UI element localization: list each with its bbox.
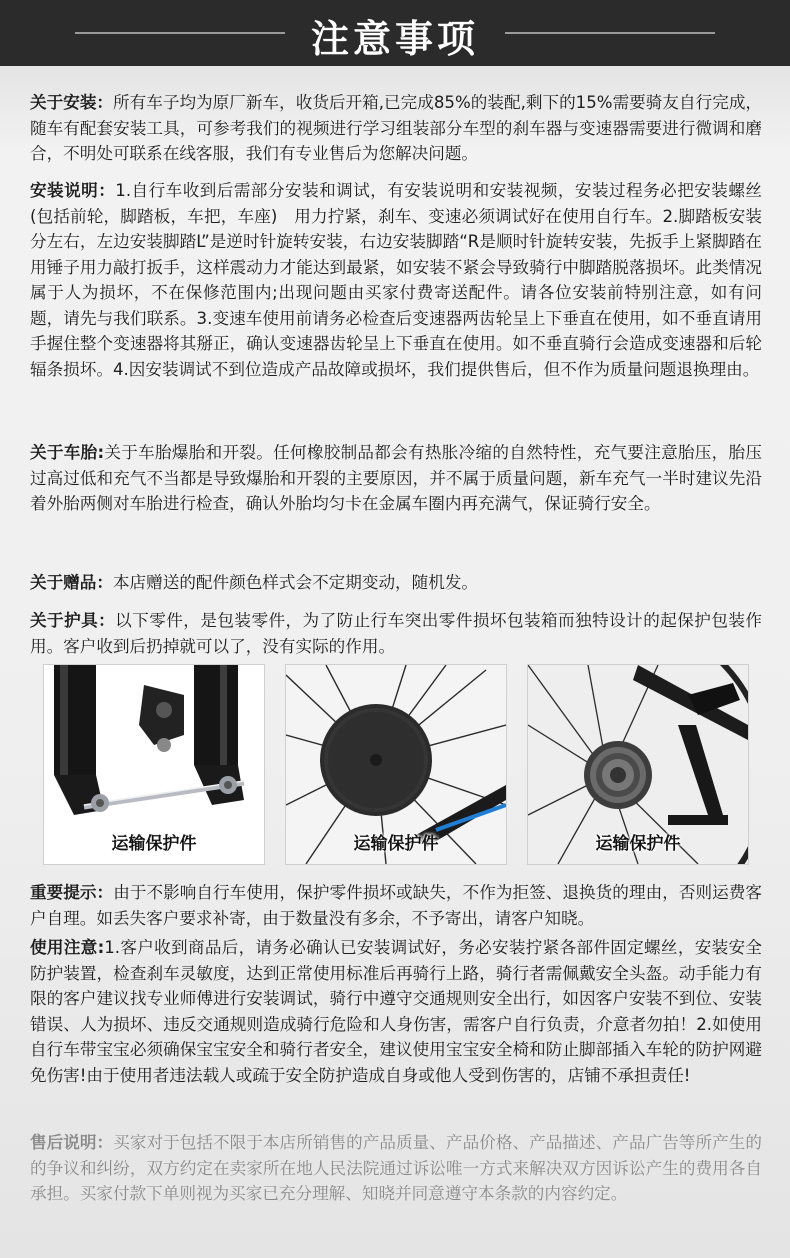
section-label: 售后说明： [30, 1133, 114, 1152]
photo-caption: 运输保护件 [353, 834, 439, 854]
photo-caption: 运输保护件 [111, 834, 197, 854]
section-text: 1.自行车收到后需部分安装和调试，有安装说明和安装视频，安装过程务必把安装螺丝(包括前轮，脚踏板，车把，车座) 用力拧紧，刹车、变速必须调试好在使用自行车。2.脚踏板安装分左右，左边安装脚踏L”是逆时针旋转安装，右边安装脚踏“R是顺时针旋转安装，先扳手上紧脚踏在用锤子用力敲打扳手，这样震动力才能达到最紧，如安装不紧会导致骑行中脚踏脱落损坏。此类情况属于人为损坏，不在保修范围内;出现问题由买家付费寄送配件。请各位安装前特别注意，如有问题，请先与我们联系。3.变速车使用前请务必检查后变速器两齿轮呈上下垂直在使用，如不垂直请用手握住整个变速器将其掰正，确认变速器齿轮呈上下垂直在使用。如不垂直骑行会造成变速器和后轮辐条损坏。4.因安装调试不到位造成产品故障或损坏，我们提供售后，但不作为质量问题退换理由。 [30, 181, 762, 379]
section-label: 关于车胎: [30, 443, 105, 462]
section-install-about [30, 90, 762, 167]
title-banner [0, 0, 790, 66]
section-tires [30, 440, 762, 517]
section-text: 1.客户收到商品后，请务必确认已安装调试好，务必安装拧紧各部件固定螺丝，安装安全防护装置，检查刹车灵敏度，达到正常使用标准后再骑行上路，骑行者需佩戴安全头盔。动手能力有限的客户建议找专业师傅进行安装调试，骑行中遵守交通规则安全出行，如因客户安装不到位、安装错误、人为损坏、违反交通规则造成骑行危险和人身伤害，需客户自行负责，介意者勿拍！2.如使用自行车带宝宝必须确保宝宝安全和骑行者安全，建议使用宝宝安全椅和防止脚部插入车轮的防护网避免伤害!由于使用者违法载人或疏于安全防护造成自身或他人受到伤害的，店铺不承担责任! [30, 938, 762, 1085]
photo-derailleur-guard [527, 664, 749, 865]
section-install-notes [30, 178, 762, 382]
section-protectors [30, 608, 762, 659]
section-text: 买家对于包括不限于本店所销售的产品质量、产品价格、产品描述、产品广告等所产生的的争议和纠纷，双方约定在卖家所在地人民法院通过诉讼唯一方式来解决双方因诉讼产生的费用各自承担。买家付款下单则视为买家已充分理解、知晓并同意遵守本条款的内容约定。 [30, 1133, 762, 1203]
section-gifts [30, 570, 762, 596]
section-label: 安装说明： [30, 181, 116, 200]
section-text: 关于车胎爆胎和开裂。任何橡胶制品都会有热胀冷缩的自然特性，充气要注意胎压，胎压过高过低和充气不当都是导致爆胎和开裂的主要原因，并不属于质量问题，新车充气一半时建议先沿着外胎两侧对车胎进行检查，确认外胎均匀卡在金属车圈内再充满气，保证骑行安全。 [30, 443, 763, 513]
title-divider-right [505, 32, 715, 34]
section-important [30, 880, 762, 931]
photo-caption: 运输保护件 [595, 834, 681, 854]
photo-disc-protector [285, 664, 507, 865]
section-usage [30, 935, 762, 1088]
section-label: 重要提示： [30, 883, 114, 902]
section-text: 所有车子均为原厂新车，收货后开箱,已完成85%的装配,剩下的15%需要骑友自行完成，随车有配套安装工具，可参考我们的视频进行学习组装部分车型的刹车器与变速器需要进行微调和磨合，不明处可联系在线客服，我们有专业售后为您解决问题。 [30, 93, 763, 163]
section-label: 关于护具： [30, 611, 116, 630]
photo-fork-protector [43, 664, 265, 865]
protector-photo-row [43, 664, 749, 864]
section-text: 以下零件，是包装零件，为了防止行车突出零件损坏包装箱而独特设计的起保护包装作用。客户收到后扔掉就可以了，没有实际的作用。 [30, 611, 763, 656]
section-label: 关于安装： [30, 93, 114, 112]
section-text: 由于不影响自行车使用，保护零件损坏或缺失，不作为拒签、退换货的理由，否则运费客户自理。如丢失客户要求补寄，由于数量没有多余，不予寄出，请客户知晓。 [30, 883, 762, 928]
section-text: 本店赠送的配件颜色样式会不定期变动，随机发。 [112, 573, 479, 592]
section-label: 使用注意: [30, 938, 105, 957]
section-label: 关于赠品： [30, 573, 113, 592]
page-title: 注意事项 [310, 17, 479, 61]
section-after-sales [30, 1130, 762, 1207]
